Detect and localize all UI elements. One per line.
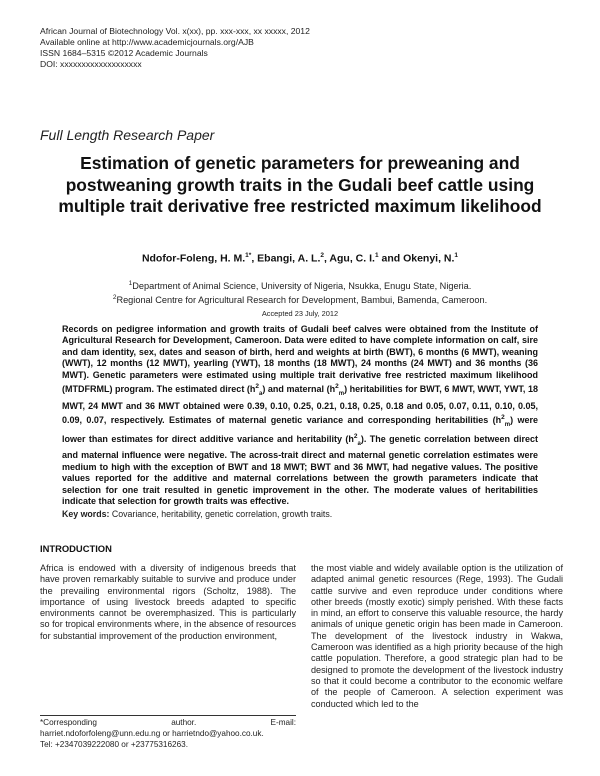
author-affil-mark: 1: [454, 252, 459, 259]
author-name: , Ebangi, A. L.: [251, 252, 321, 265]
author-name: Ndofor-Foleng, H. M.: [141, 252, 246, 265]
abstract-sub: m: [338, 391, 345, 398]
paper-type: Full Length Research Paper: [40, 127, 215, 143]
author-affil-mark: 2: [320, 252, 324, 259]
paper-title: Estimation of genetic parameters for preweaning and postweaning growth traits in the Gudali beef cattle using multiple trait derivative free restricted maximum likelihood: [58, 153, 542, 216]
footnote-line-1: [40, 718, 296, 729]
keywords: [62, 509, 538, 519]
journal-issn: ISSN 1684–5315 ©2012 Academic Journals: [40, 48, 208, 58]
journal-header: [40, 26, 310, 70]
affil-mark: 2: [112, 294, 117, 302]
footnote-email: harriet.ndoforfoleng@unn.edu.ng or harrietndo@yahoo.co.uk.: [40, 728, 264, 738]
affiliations: [40, 278, 560, 306]
abstract-sub: a: [357, 441, 361, 448]
author-affil-mark: 1: [374, 252, 379, 259]
keywords-text: Covariance, heritability, genetic correlation, growth traits.: [109, 509, 333, 519]
author-name: , Agu, C. I.: [323, 252, 375, 265]
author-name: and Okenyi, N.: [378, 252, 455, 265]
footnote-divider: [40, 715, 296, 716]
corresponding-author-footnote: [40, 718, 296, 750]
journal-doi: DOI: xxxxxxxxxxxxxxxxxxx: [40, 59, 142, 69]
section-heading-introduction: INTRODUCTION: [40, 543, 112, 554]
abstract-text: Records on pedigree information and growth traits of Gudali beef calves were obtained from the Institute of Agricultural Research for Development, Cameroon. Data were edited to have complete information on calf, sire and dam identity, sex, dates and season of birth, herd and weights at birth (BWT), 6 months (6 MWT), weaning (WWT), 12 months (12 MWT), yearling (YWT), 18 months (18 MWT), 24 months (24 MWT) and 36 months (36 MWT). Genetic parameters were estimated using multiple trait derivative free restricted maximum likelihood (MTDFRML) program. The estimated direct (h: [62, 324, 538, 395]
affil-mark: 1: [128, 280, 133, 287]
abstract-sup: 2: [335, 383, 339, 391]
abstract-sub: m: [504, 421, 511, 428]
abstract-text: ) heritabilities for BWT, 6 MWT, WWT, YWT, 18 MWT, 24 MWT and 36 MWT obtained were 0.39, 0.10, 0.25, 0.21, 0.18, 0.25, 0.18 and 0.05, 0.07, 0.11, 0.10, 0.05, 0.09, 0.07, respectively. Estimates of maternal genetic variance and corresponding heritabilities (h: [62, 384, 538, 425]
journal-citation: African Journal of Biotechnology Vol. x(xx), pp. xxx-xxx, xx xxxxx, 2012: [40, 26, 310, 36]
abstract-sup: 2: [255, 383, 260, 391]
footnote-email-label: E-mail:: [270, 718, 296, 727]
footnote-phone: Tel: +2347039222080 or +23775316263.: [40, 739, 188, 749]
abstract-text: ). The genetic correlation between direct and maternal influence were negative. The across-trait direct and maternal genetic correlation estimates were medium to high with the exception of BWT and 18 MWT; BWT and 36 MWT, had negative values. The positive values reported for the additive and maternal correlations between the growth parameters indicate that selection for one trait resulted in genetic improvement in the other. The moderate values of heritabilities indicate that selection for growth traits was effective.: [62, 434, 538, 507]
abstract-text: ) and maternal (h: [262, 384, 336, 395]
author-affil-mark: 1*: [245, 252, 252, 259]
abstract: [62, 324, 538, 508]
affiliation-2: [40, 292, 560, 306]
accepted-date: Accepted 23 July, 2012: [261, 309, 339, 318]
footnote-label: *Corresponding: [40, 718, 97, 727]
abstract-sub: a: [259, 391, 263, 398]
abstract-sup: 2: [353, 433, 358, 441]
author-list: [40, 252, 560, 265]
journal-url: Available online at http://www.academicjournals.org/AJB: [40, 37, 254, 47]
body-column-right: the most viable and widely available option is the utilization of adapted animal genetic resources (Rege, 1993). The Gudali cattle survive and even reproduce under conditions where other breeds (mostly exotic) simply perished. With these facts in mind, an effort to conserve this valuable resource, the hardy animals of unique genetic origin has been made in Cameroon. The development of the livestock industry in Wakwa, Cameroon was identified as a high priority because of the high cattle population. Therefore, a good strategic plan had to be designed to promote the development of the livestock industry so that it could become a contributor to the economic welfare of the people of Cameroon. A selection experiment was conducted which led to the: [311, 563, 563, 709]
abstract-text: ) were lower than estimates for direct additive variance and heritability (h: [62, 414, 538, 445]
affil-text: Regional Centre for Agricultural Research for Development, Bambui, Bamenda, Cameroon.: [116, 295, 488, 306]
affil-text: Department of Animal Science, University of Nigeria, Nsukka, Enugu State, Nigeria.: [132, 281, 472, 292]
abstract-sup: 2: [501, 413, 505, 421]
keywords-label: Key words:: [62, 509, 110, 519]
affiliation-1: [40, 278, 560, 292]
footnote-mid: author.: [171, 718, 197, 727]
body-column-left: Africa is endowed with a diversity of indigenous breeds that have proven remarkably suitable to survive and produce under the prevailing environmental rigors (Scholtz, 1988). The importance of using livestock breeds adapted to specific environments cannot be overemphasized. This is particularly so for tropical environments where, in the absence of resources for substantial improvement of the production environment,: [40, 563, 296, 641]
